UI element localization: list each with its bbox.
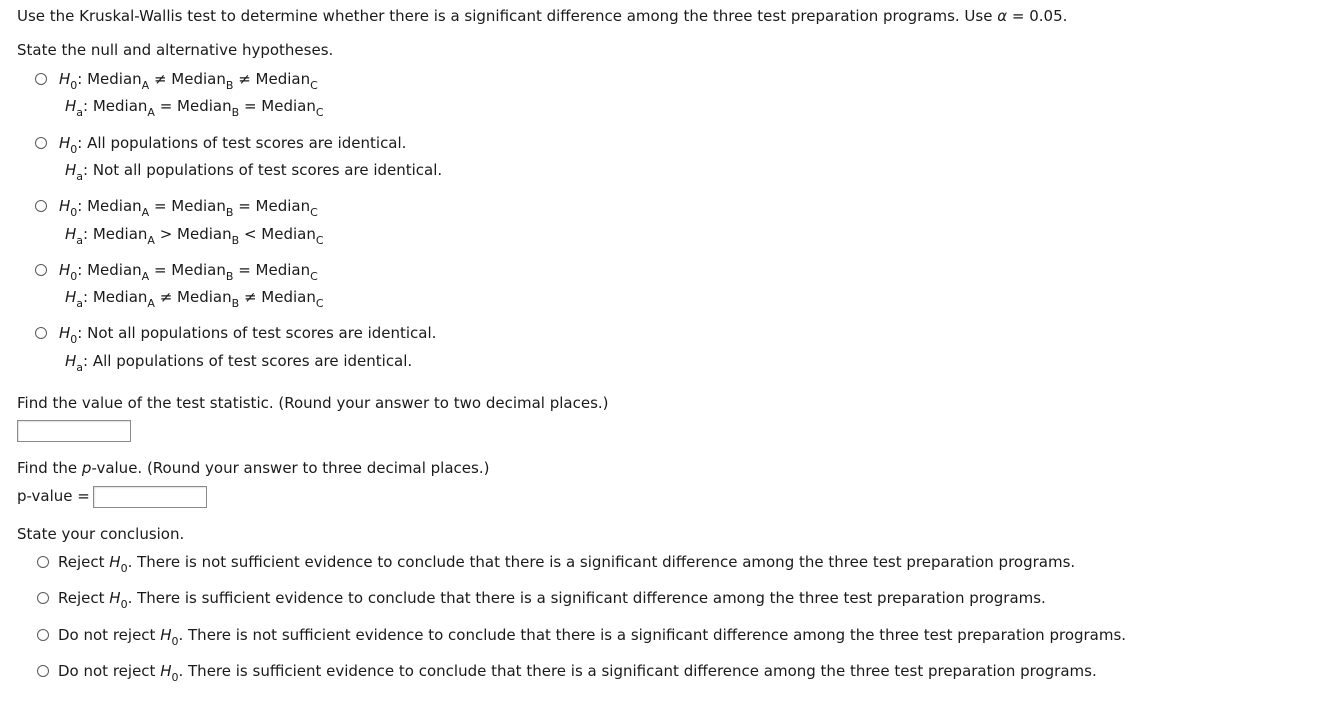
hypothesis-option-3-null: $H_0$: Median$_A$ = Median$_B$ = Median$_C$ [59,197,318,219]
hypothesis-option-1-null: $H_0$: Median$_A$ ≠ Median$_B$ ≠ Median$_C$ [59,70,318,92]
p-value-input[interactable] [93,486,207,508]
hypothesis-option-2-null: $H_0$: All populations of test scores are identical. [59,134,407,156]
test-statistic-prompt: Find the value of the test statistic. (Round your answer to two decimal places.) [17,394,609,412]
hypothesis-option-1-radio[interactable] [35,73,47,85]
hypothesis-option-2-radio[interactable] [35,137,47,149]
conclusion-option-2-radio[interactable] [37,592,49,604]
hypothesis-option-5-radio[interactable] [35,327,47,339]
hypothesis-option-3-radio[interactable] [35,200,47,212]
hypothesis-option-4-radio[interactable] [35,264,47,276]
test-statistic-input[interactable] [17,420,131,442]
p-value-label: p-value = [17,487,90,505]
hypotheses-prompt: State the null and alternative hypotheses. [17,41,334,59]
conclusion-option-3-text: Do not reject $H_0$. There is not sufficient evidence to conclude that there is a significant difference among the three test preparation programs. [58,626,1127,648]
conclusion-option-3-radio[interactable] [37,629,49,641]
hypothesis-option-4-null: $H_0$: Median$_A$ = Median$_B$ = Median$_C$ [59,261,318,283]
hypothesis-option-3-alt: $H_a$: Median$_A$ > Median$_B$ < Median$_C$ [65,225,324,247]
conclusion-option-2-text: Reject $H_0$. There is sufficient evidence to conclude that there is a significant difference among the three test preparation programs. [58,589,1046,611]
hypothesis-option-5-alt: $H_a$: All populations of test scores are identical. [65,352,413,374]
p-value-prompt: Find the p-value. (Round your answer to three decimal places.) [17,459,490,477]
hypothesis-option-1-alt: $H_a$: Median$_A$ = Median$_B$ = Median$_C$ [65,97,324,119]
hypothesis-option-4-alt: $H_a$: Median$_A$ ≠ Median$_B$ ≠ Median$_C$ [65,288,324,310]
conclusion-option-4-radio[interactable] [37,665,49,677]
intro-text: Use the Kruskal-Wallis test to determine whether there is a significant difference among the three test preparation programs. Use α = 0.05. [17,7,1068,25]
hypothesis-option-5-null: $H_0$: Not all populations of test scores are identical. [59,324,437,346]
hypothesis-option-2-alt: $H_a$: Not all populations of test scores are identical. [65,161,443,183]
alpha-symbol: α [997,7,1008,25]
conclusion-option-1-radio[interactable] [37,556,49,568]
conclusion-prompt: State your conclusion. [17,525,185,543]
conclusion-option-1-text: Reject $H_0$. There is not sufficient evidence to conclude that there is a significant difference among the three test preparation programs. [58,553,1076,575]
conclusion-option-4-text: Do not reject $H_0$. There is sufficient evidence to conclude that there is a significant difference among the three test preparation programs. [58,662,1097,684]
